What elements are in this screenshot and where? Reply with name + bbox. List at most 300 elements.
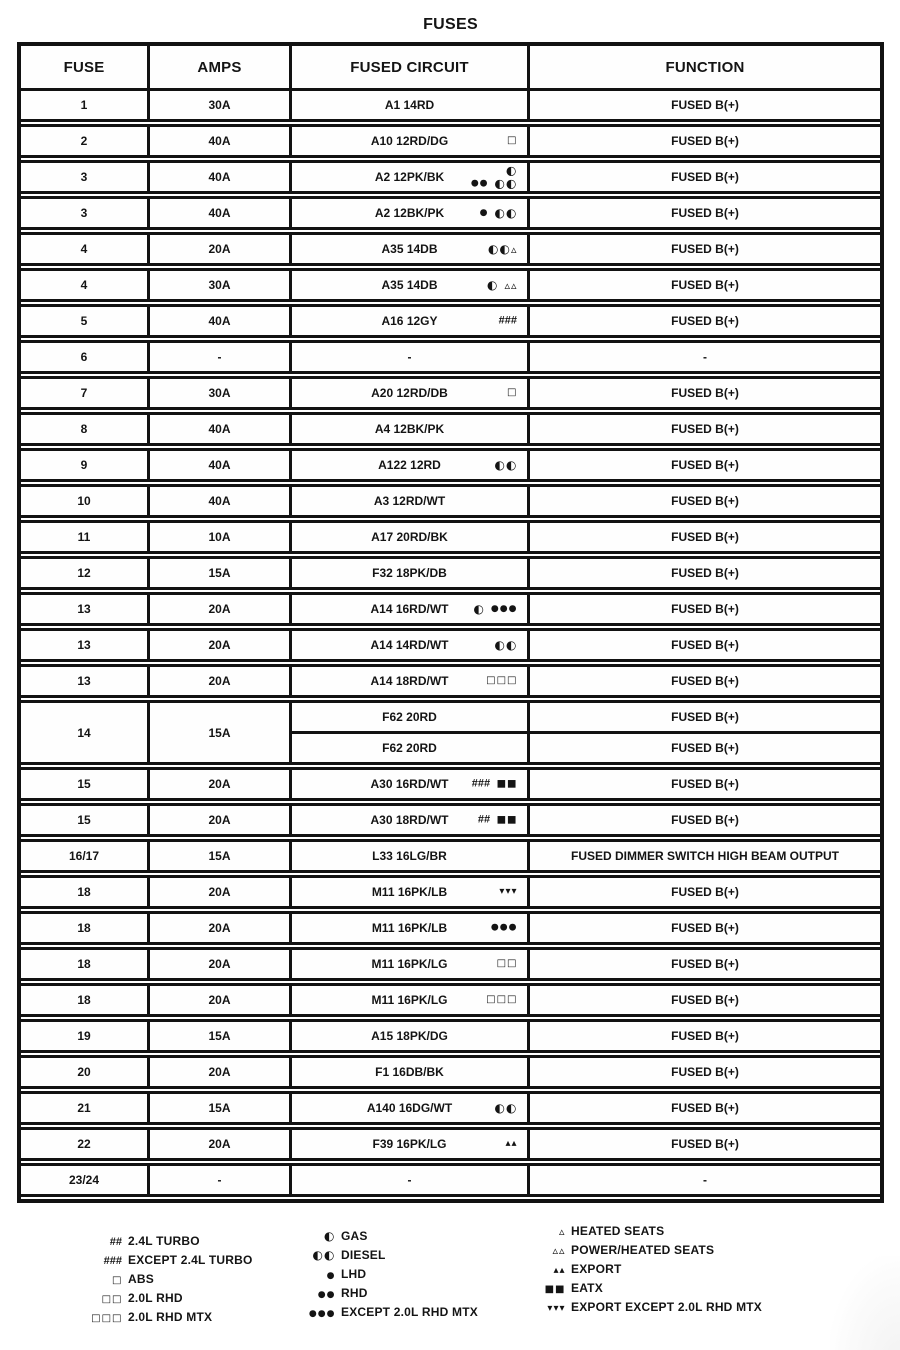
symbol-glyph: ▵ (558, 1224, 565, 1238)
amps-cell: 40A (147, 451, 289, 479)
function-cell (527, 1094, 880, 1122)
legend-label: 2.0L RHD MTX (128, 1309, 213, 1324)
legend-item (40, 1231, 253, 1250)
legend-symbol (40, 1308, 122, 1326)
function-text: FUSED B(+) (671, 1101, 739, 1115)
symbol-glyph: ▴ (553, 1264, 559, 1276)
circuit-symbols (478, 815, 517, 826)
circuit-cell: F62 20RD (289, 734, 527, 762)
function-text: FUSED B(+) (671, 206, 739, 220)
amps-cell: 20A (147, 667, 289, 695)
legend-label: EXPORT EXCEPT 2.0L RHD MTX (571, 1299, 763, 1314)
legend-symbol (40, 1251, 122, 1269)
amps-cell: 20A (147, 595, 289, 623)
function-cell (527, 878, 880, 906)
function-cell (527, 595, 880, 623)
table-row (21, 803, 880, 837)
symbol-glyph: ◐ (324, 1228, 335, 1243)
symbol-glyph: # (109, 1235, 116, 1248)
legend-item (40, 1288, 253, 1307)
table-header-row (21, 46, 880, 91)
amps-cell: 20A (147, 950, 289, 978)
circuit-symbols (494, 459, 517, 471)
symbol-glyph: # (483, 777, 491, 790)
circuit-cell (289, 451, 527, 479)
table-row (21, 1055, 880, 1089)
legend-item (480, 1240, 762, 1259)
circuit-cell (289, 631, 527, 659)
symbol-glyph: ■ (496, 814, 507, 825)
symbol-glyph: ▾ (559, 1302, 565, 1314)
symbol-glyph: ■ (555, 1283, 565, 1295)
symbol-glyph: ● (499, 603, 508, 614)
fuse-cell: 5 (80, 314, 88, 328)
amps-cell: 40A (147, 415, 289, 443)
table-row (21, 520, 880, 554)
symbol-glyph: ◐ (473, 602, 484, 616)
function-cell (527, 271, 880, 299)
table-row (21, 1127, 880, 1161)
amps-cell: 40A (147, 199, 289, 227)
legend-item (255, 1226, 478, 1245)
circuit-symbols (494, 639, 517, 651)
fuse-cell: 8 (80, 422, 88, 436)
circuit-symbols (470, 165, 517, 190)
circuit-text: A30 16RD/WT (370, 777, 449, 791)
circuit-text: A15 18PK/DG (371, 1029, 448, 1043)
symbol-glyph: ■ (507, 814, 517, 825)
symbol-glyph: □ (496, 958, 507, 969)
symbol-glyph: ▴ (505, 1138, 511, 1149)
function-text: FUSED B(+) (671, 530, 739, 544)
legend-label: DIESEL (341, 1247, 386, 1262)
symbol-glyph: ▾ (499, 886, 505, 897)
symbol-line (506, 165, 517, 177)
symbol-glyph: □ (496, 675, 507, 686)
symbol-glyph: ● (308, 1308, 317, 1319)
table-row (21, 196, 880, 230)
legend-item (480, 1278, 762, 1297)
legend-item (480, 1221, 762, 1240)
circuit-symbols (486, 995, 517, 1005)
fuse-cell: 22 (77, 1137, 91, 1151)
table-row (21, 448, 880, 482)
function-cell (527, 914, 880, 942)
function-cell (527, 343, 880, 371)
symbol-glyph: # (477, 777, 484, 790)
circuit-cell (289, 235, 527, 263)
symbol-glyph: ▵ (510, 278, 517, 292)
function-text: FUSED B(+) (671, 242, 739, 256)
function-cell (527, 487, 880, 515)
circuit-text: A35 14DB (381, 278, 438, 292)
function-cell (527, 734, 880, 762)
legend-label: EXCEPT 2.0L RHD MTX (341, 1304, 478, 1319)
function-cell (527, 163, 880, 191)
legend-item (255, 1302, 478, 1321)
symbol-glyph: □ (112, 1293, 122, 1305)
circuit-text: A20 12RD/DB (371, 386, 448, 400)
circuit-cell (289, 523, 527, 551)
table-row (21, 664, 880, 698)
symbol-glyph: □ (507, 958, 517, 969)
circuit-cell (289, 806, 527, 834)
function-cell (527, 1130, 880, 1158)
function-cell (527, 703, 880, 731)
symbol-glyph: ◐ (312, 1247, 324, 1262)
circuit-symbols (472, 779, 517, 790)
fuse-cell: 11 (77, 530, 91, 544)
circuit-text: A1 14RD (384, 98, 435, 112)
table-row (21, 839, 880, 873)
function-text: FUSED B(+) (671, 1137, 739, 1151)
legend-column (480, 1221, 762, 1316)
function-text: FUSED B(+) (671, 674, 739, 688)
fuse-cell: 9 (80, 458, 88, 472)
circuit-cell (289, 91, 527, 119)
circuit-text: - (407, 1173, 412, 1187)
symbol-glyph: ◐ (494, 176, 506, 191)
legend-label: LHD (341, 1266, 367, 1281)
circuit-cell (289, 163, 527, 191)
fuse-cell: 19 (77, 1029, 91, 1043)
legend-label: HEATED SEATS (571, 1223, 665, 1238)
circuit-symbols (505, 1139, 517, 1149)
symbol-glyph: ◐ (324, 1247, 335, 1262)
legend-symbol (480, 1241, 565, 1259)
legend-label: EATX (571, 1280, 603, 1295)
amps-cell: 15A (147, 842, 289, 870)
legend-item (40, 1307, 253, 1326)
circuit-text: A16 12GY (381, 314, 438, 328)
fuse-cell: 18 (77, 993, 91, 1007)
legend-label: 2.4L TURBO (128, 1233, 200, 1248)
circuit-symbols (473, 603, 517, 615)
legend-label: EXCEPT 2.4L TURBO (128, 1252, 253, 1267)
symbol-glyph: ● (479, 178, 488, 188)
amps-cell: 15A (147, 559, 289, 587)
circuit-cell (289, 343, 527, 371)
symbol-glyph: # (504, 314, 511, 327)
legend-symbol (480, 1222, 565, 1240)
circuit-text: F39 16PK/LG (372, 1137, 447, 1151)
function-cell (527, 415, 880, 443)
legend-symbol (255, 1265, 335, 1283)
circuit-text: A14 16RD/WT (370, 602, 449, 616)
table-row (21, 376, 880, 410)
symbol-glyph: □ (101, 1293, 112, 1305)
page-title: FUSES (423, 16, 478, 33)
legend-symbol (255, 1246, 335, 1264)
fuse-table (17, 42, 884, 1203)
table-row (21, 412, 880, 446)
circuit-cell (289, 667, 527, 695)
symbol-glyph: ◐ (494, 1101, 506, 1115)
legend-item (255, 1245, 478, 1264)
circuit-text: A3 12RD/WT (373, 494, 446, 508)
amps-cell: 20A (147, 235, 289, 263)
circuit-cell (289, 1166, 527, 1194)
symbol-glyph: ◐ (506, 206, 517, 220)
table-row (21, 592, 880, 626)
function-text: FUSED B(+) (671, 422, 739, 436)
circuit-cell (289, 878, 527, 906)
legend-label: EXPORT (571, 1261, 622, 1276)
function-text: FUSED B(+) (671, 885, 739, 899)
function-cell (527, 523, 880, 551)
circuit-cell (289, 770, 527, 798)
circuit-cell (289, 914, 527, 942)
function-text: - (703, 1173, 707, 1187)
table-row (21, 340, 880, 374)
circuit-cell (289, 1130, 527, 1158)
circuit-symbols (486, 279, 517, 291)
circuit-cell (289, 199, 527, 227)
table-row (21, 160, 880, 194)
circuit-symbols (486, 676, 517, 686)
amps-cell: 40A (147, 487, 289, 515)
table-row-merged (21, 700, 880, 765)
symbol-glyph: ◐ (506, 163, 517, 178)
scan-smudge (830, 1256, 900, 1350)
amps-cell: 40A (147, 163, 289, 191)
function-text: FUSED B(+) (671, 710, 739, 724)
function-cell (527, 770, 880, 798)
amps-cell: 15A (147, 1022, 289, 1050)
circuit-cell (289, 379, 527, 407)
amps-cell: - (147, 343, 289, 371)
circuit-cell (289, 1022, 527, 1050)
circuit-text: M11 16PK/LG (371, 993, 448, 1007)
circuit-symbols (499, 887, 517, 897)
fuse-cell: 15 (77, 777, 91, 791)
fuse-cell: 13 (77, 638, 91, 652)
function-text: FUSED DIMMER SWITCH HIGH BEAM OUTPUT (571, 849, 839, 863)
legend-label: RHD (341, 1285, 368, 1300)
amps-cell: 40A (147, 307, 289, 335)
table-row (21, 628, 880, 662)
circuit-text: A35 14DB (381, 242, 438, 256)
legend-item (40, 1269, 253, 1288)
symbol-glyph: ● (326, 1270, 335, 1281)
amps-cell: 20A (147, 1058, 289, 1086)
function-cell (527, 950, 880, 978)
fuse-cell: 4 (80, 242, 88, 256)
fuse-cell: 18 (77, 957, 91, 971)
legend-item (480, 1259, 762, 1278)
function-text: FUSED B(+) (671, 813, 739, 827)
table-row (21, 983, 880, 1017)
symbol-glyph: ▾ (547, 1302, 553, 1314)
legend-symbol (255, 1303, 335, 1321)
symbol-glyph: □ (112, 1312, 122, 1324)
function-text: FUSED B(+) (671, 386, 739, 400)
legend-item (40, 1250, 253, 1269)
symbol-glyph: ◐ (499, 242, 510, 256)
circuit-cell (289, 415, 527, 443)
symbol-glyph: □ (496, 994, 507, 1005)
symbol-glyph: □ (91, 1312, 101, 1324)
function-text: FUSED B(+) (671, 458, 739, 472)
circuit-cell (289, 842, 527, 870)
symbol-glyph: ● (470, 178, 479, 188)
table-body (21, 91, 880, 1197)
legend-item (480, 1297, 762, 1316)
legend-label: GAS (341, 1228, 368, 1243)
function-cell (527, 91, 880, 119)
circuit-text: A4 12BK/PK (374, 422, 445, 436)
legend-symbol (480, 1298, 565, 1316)
table-row (21, 124, 880, 158)
function-cell (527, 667, 880, 695)
function-cell (527, 199, 880, 227)
symbol-glyph: # (109, 1254, 116, 1267)
merged-subrow (289, 703, 880, 731)
amps-cell: 20A (147, 806, 289, 834)
circuit-cell (289, 595, 527, 623)
fuse-cell: 3 (80, 170, 88, 184)
function-text: FUSED B(+) (671, 1065, 739, 1079)
fuse-cell: 6 (80, 350, 88, 364)
symbol-glyph: ▵ (552, 1243, 558, 1257)
function-text: FUSED B(+) (671, 957, 739, 971)
legend-symbol (255, 1284, 335, 1302)
symbol-glyph: # (510, 314, 517, 327)
legend-column (255, 1221, 478, 1321)
fuse-cell: 7 (80, 386, 88, 400)
fuse-cell: 13 (77, 674, 91, 688)
table-row (21, 91, 880, 122)
legend-label: 2.0L RHD (128, 1290, 183, 1305)
function-cell (527, 1166, 880, 1194)
fuse-cell: 3 (80, 206, 88, 220)
circuit-text: A10 12RD/DG (370, 134, 449, 148)
circuit-symbols (490, 924, 517, 933)
fuse-cell: 15 (77, 813, 91, 827)
circuit-text: A2 12PK/BK (374, 170, 445, 184)
header-cell-circuit: FUSED CIRCUIT (289, 46, 527, 88)
legend-symbol (255, 1227, 335, 1245)
symbol-glyph: ▴ (511, 1138, 517, 1149)
amps-cell: 20A (147, 770, 289, 798)
circuit-text: - (407, 350, 412, 364)
amps-cell: 20A (147, 631, 289, 659)
merged-subrows (289, 703, 880, 762)
legend-label: POWER/HEATED SEATS (571, 1242, 715, 1257)
table-row (21, 1091, 880, 1125)
symbol-glyph: # (115, 1254, 122, 1267)
symbol-glyph: ◐ (494, 458, 506, 472)
circuit-symbols (479, 207, 517, 219)
circuit-text: A14 18RD/WT (370, 674, 449, 688)
fuse-cell: 23/24 (68, 1173, 100, 1187)
function-text: FUSED B(+) (671, 1029, 739, 1043)
symbol-glyph: ● (326, 1308, 335, 1319)
symbol-glyph: ◐ (506, 638, 517, 652)
symbol-glyph: ■ (496, 778, 507, 789)
circuit-symbols (507, 388, 517, 398)
table-row (21, 484, 880, 518)
symbol-glyph: ◐ (494, 638, 506, 652)
table-row (21, 947, 880, 981)
function-text: FUSED B(+) (671, 741, 739, 755)
symbol-glyph: ● (508, 922, 517, 933)
symbol-glyph: □ (486, 675, 496, 686)
symbol-glyph: # (477, 813, 484, 826)
table-row (21, 875, 880, 909)
amps-cell: 20A (147, 986, 289, 1014)
circuit-symbols (494, 1102, 517, 1114)
table-row (21, 556, 880, 590)
fuse-cell: 20 (77, 1065, 91, 1079)
legend-symbol (40, 1232, 122, 1250)
function-text: FUSED B(+) (671, 921, 739, 935)
circuit-cell (289, 986, 527, 1014)
circuit-cell (289, 1094, 527, 1122)
table-row (21, 1019, 880, 1053)
function-cell (527, 806, 880, 834)
symbol-glyph: ▵ (510, 242, 517, 256)
symbol-glyph: ■ (544, 1283, 555, 1295)
circuit-text: A17 20RD/BK (371, 530, 448, 544)
symbol-glyph: ● (326, 1289, 335, 1300)
amps-cell: 15A (147, 1094, 289, 1122)
symbol-glyph: ● (490, 922, 499, 933)
symbol-glyph: ◐ (486, 278, 498, 292)
symbol-glyph: ◐ (494, 206, 506, 220)
amps-cell: 40A (147, 127, 289, 155)
circuit-cell: F62 20RD (289, 703, 527, 731)
legend-column (40, 1221, 253, 1326)
symbol-glyph: ▵ (504, 278, 510, 292)
circuit-symbols (507, 136, 517, 146)
function-text: FUSED B(+) (671, 98, 739, 112)
function-text: FUSED B(+) (671, 134, 739, 148)
fuse-cell: 13 (77, 602, 91, 616)
circuit-text: F32 18PK/DB (372, 566, 447, 580)
function-cell (527, 379, 880, 407)
circuit-cell (289, 559, 527, 587)
symbol-glyph: ▾ (511, 886, 517, 897)
fuse-cell: 10 (77, 494, 91, 508)
symbol-glyph: □ (112, 1274, 122, 1286)
function-text: - (703, 350, 707, 364)
circuit-text: A140 16DG/WT (366, 1101, 453, 1115)
legend-label: ABS (128, 1271, 154, 1286)
symbol-glyph: # (103, 1254, 110, 1267)
symbol-glyph: □ (486, 994, 496, 1005)
header-cell-fuse: FUSE (63, 58, 105, 76)
function-cell (527, 1022, 880, 1050)
circuit-cell (289, 950, 527, 978)
amps-cell: 20A (147, 878, 289, 906)
circuit-text: A2 12BK/PK (374, 206, 445, 220)
merged-subrow (289, 731, 880, 762)
function-cell (527, 451, 880, 479)
table-row (21, 911, 880, 945)
symbol-glyph: ● (317, 1289, 326, 1300)
circuit-text: L33 16LG/BR (372, 849, 447, 863)
circuit-cell (289, 1058, 527, 1086)
table-row (21, 767, 880, 801)
function-text: FUSED B(+) (671, 170, 739, 184)
function-cell (527, 559, 880, 587)
function-cell (527, 307, 880, 335)
symbol-glyph: □ (507, 135, 517, 146)
circuit-text: A122 12RD (378, 458, 441, 472)
function-text: FUSED B(+) (671, 638, 739, 652)
amps-cell: 15A (147, 703, 289, 762)
